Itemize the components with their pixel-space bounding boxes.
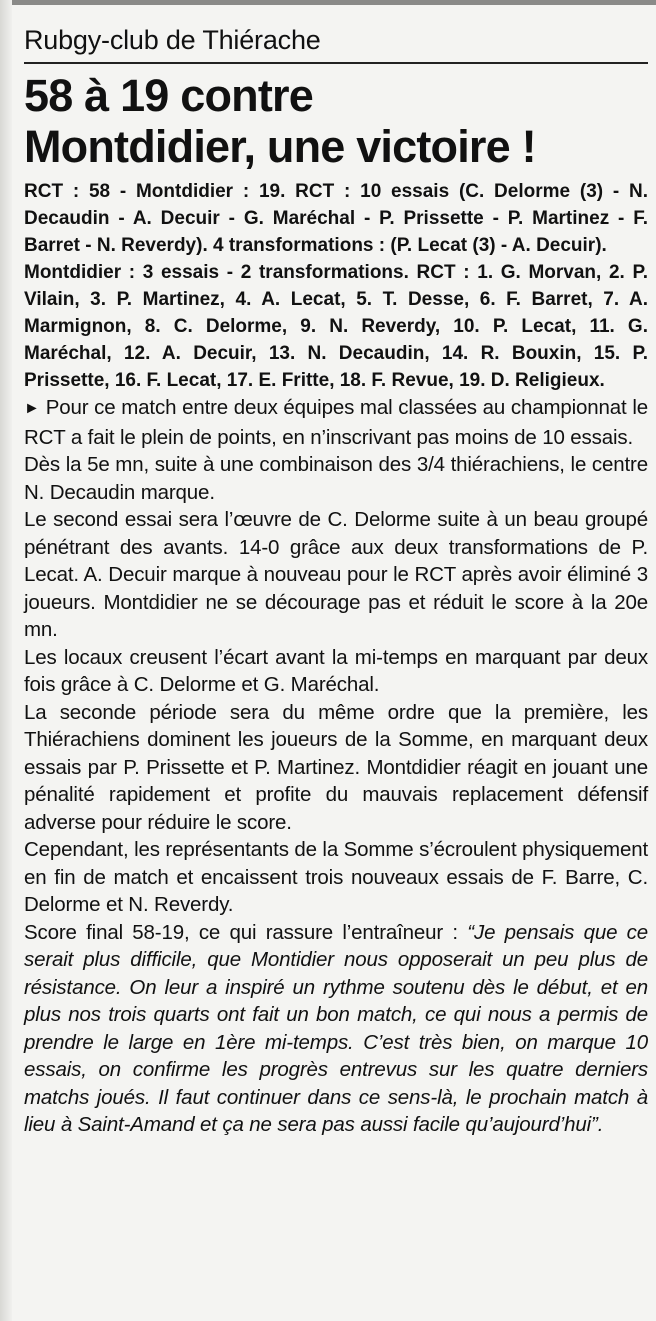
quote-intro: Score final 58-19, ce qui rassure l’entraîneur : (24, 920, 468, 944)
paragraph-quote (24, 919, 648, 1139)
team-lineup: Montdidier : 3 essais - 2 transformations. RCT : 1. G. Morvan, 2. P. Vilain, 3. P. Martinez, 4. A. Lecat, 5. T. Desse, 6. F. Barret, 7. A. Marmignon, 8. C. Delorme, 9. N. Reverdy, 10. P. Lecat, 11. G. Maréchal, 12. A. Decuir, 13. N. Decaudin, 14. R. Bouxin, 15. P. Prissette, 16. F. Lecat, 17. E. Fritte, 18. F. Revue, 19. D. Religieux. (24, 262, 648, 391)
triangle-bullet-icon: ► (24, 400, 40, 417)
headline-line-1: 58 à 19 contre (24, 70, 313, 121)
paragraph-intro-text: Pour ce match entre deux équipes mal classées au championnat le RCT a fait le plein de points, en n’inscrivant pas moins de 10 essais. (24, 396, 648, 449)
article-headline (24, 70, 648, 172)
paragraph-4: Les locaux creusent l’écart avant la mi-temps en marquant par deux fois grâce à C. Delorme et G. Maréchal. (24, 645, 648, 696)
paragraph-3: Le second essai sera l’œuvre de C. Delorme suite à un beau groupé pénétrant des avants. 14-0 grâce aux deux transformations de P. Lecat. A. Decuir marque à nouveau pour le RCT après avoir éliminé 3 joueurs. Montdidier ne se décourage pas et réduit le score à la 20e mn. (24, 508, 648, 641)
left-edge-shadow (0, 0, 12, 1321)
top-border (0, 0, 656, 5)
headline-line-2: Montdidier, une victoire ! (24, 121, 536, 172)
paragraph-6: Cependant, les représentants de la Somme s’écroulent physiquement en fin de match et encaissent trois nouveaux essais de F. Barre, C. Delorme et N. Reverdy. (24, 838, 648, 916)
paragraph-intro (24, 394, 648, 451)
paragraph-2: Dès la 5e mn, suite à une combinaison des 3/4 thiérachiens, le centre N. Decaudin marque. (24, 453, 648, 504)
paragraph-5: La seconde période sera du même ordre que la première, les Thiérachiens dominent les joueurs de la Somme, en marquant deux essais par P. Prissette et P. Martinez. Montdidier réagit en jouant une pénalité rapidement et profite du mauvais replacement défensif adverse pour réduire le score. (24, 700, 648, 834)
section-rubric: Rubgy-club de Thiérache (24, 22, 648, 64)
match-result: RCT : 58 - Montdidier : 19. RCT : 10 essais (C. Delorme (3) - N. Decaudin - A. Decuir - G. Maréchal - P. Prissette - P. Martinez - F. Barret - N. Reverdy). 4 transformations : (P. Lecat (3) - A. Decuir). (24, 181, 648, 256)
article-column (24, 22, 648, 1139)
coach-quote: “Je pensais que ce serait plus difficile, que Montidier nous opposerait un peu plus de résistance. On leur a inspiré un rythme soutenu dès le début, et en plus nos trois quarts ont fait un bon match, ce qui nous a permis de prendre le large en 1ère mi-temps. C’est très bien, on marque 10 essais, on confirme les progrès entrevus sur les quatre derniers matchs joués. Il faut continuer dans ce sens-là, le prochain match à lieu à Saint-Amand et ça ne sera pas aussi facile qu’aujourd’hui”. (24, 920, 648, 1136)
